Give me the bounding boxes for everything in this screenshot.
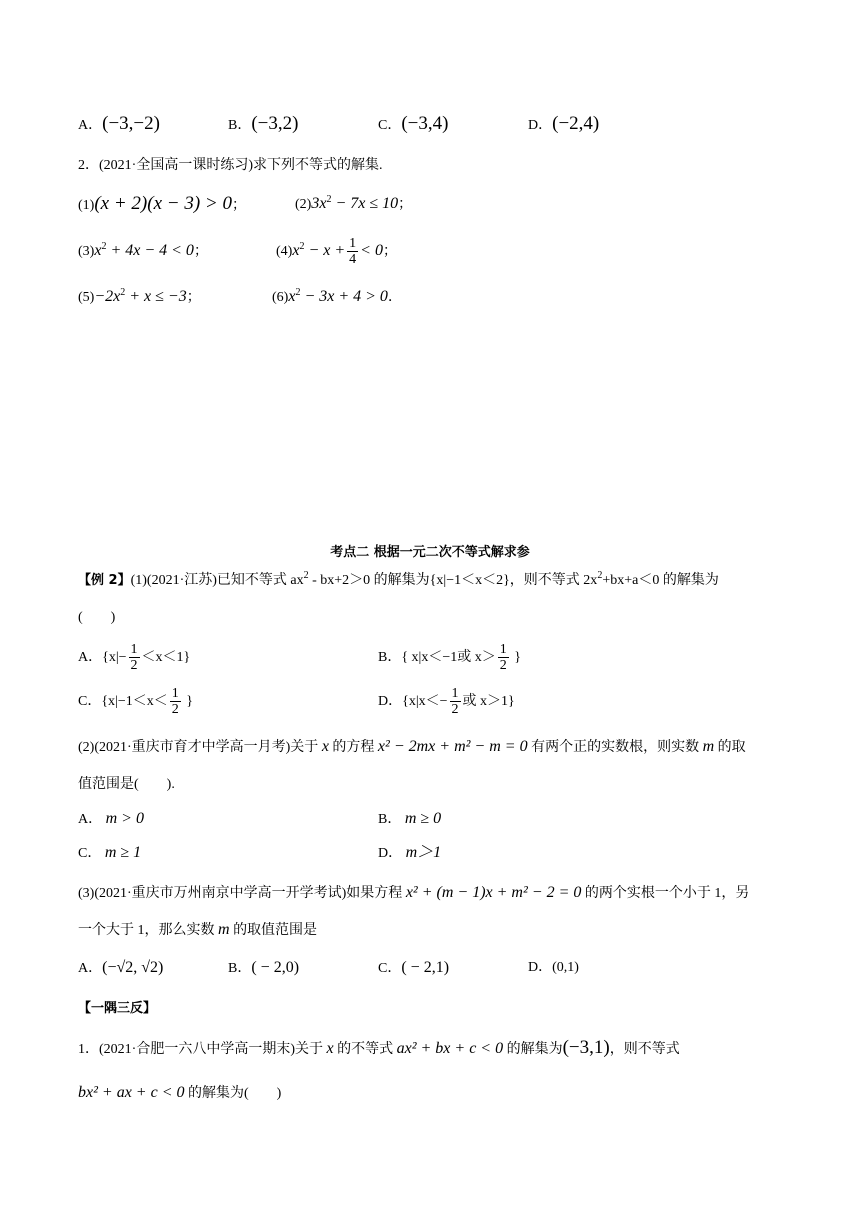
ex2-part-2-line-1: (2)(2021·重庆市育才中学高一月考)关于 x 的方程 x² − 2mx + m² − m = 0 有两个正的实数根，则实数 m 的取	[78, 738, 746, 755]
option-d[interactable]: D．(−2,4)	[528, 113, 600, 134]
ex2-p3-option-c[interactable]: C．( − 2,1)	[378, 959, 450, 976]
ex2-p3-option-b[interactable]: B．( − 2,0)	[228, 959, 300, 976]
ex2-p2-option-a[interactable]: A． m > 0	[78, 810, 144, 827]
q2-part-1: (1)(x + 2)(x − 3) > 0；	[78, 193, 246, 214]
q2-part-2: $(2)3x^2 - 7x \le 10$；	[295, 194, 413, 212]
practice-q1-line-1: 1．(2021·合肥一六八中学高一期末)关于 x 的不等式 ax² + bx + c < 0 的解集为(−3,1)，则不等式	[78, 1037, 680, 1058]
example-2-line-1: 【例 2】(1)(2021·江苏)已知不等式 $ax^2 - bx+2>0$ 的解集为{x|−1＜x＜2}，则不等式 $2x^2+bx+a<0$ 的解集为	[78, 570, 719, 588]
option-a[interactable]: A．(−3,−2)	[78, 113, 160, 134]
ex2-p3-option-d[interactable]: D．(0,1)	[528, 960, 579, 975]
example-2-paren: ( )	[78, 610, 116, 625]
option-b[interactable]: B．(−3,2)	[228, 113, 299, 134]
ex2-part-2-line-2: 值范围是( ).	[78, 777, 175, 792]
ex2-p2-option-b[interactable]: B． m ≥ 0	[378, 810, 442, 827]
practice-heading: 【一隅三反】	[78, 1001, 157, 1016]
ex2-option-c[interactable]: C．{x|−1＜x＜ $\frac{1}{2}$ }	[78, 686, 193, 718]
question-2-stem: 2．(2021·全国高一课时练习)求下列不等式的解集.	[78, 158, 383, 173]
option-c[interactable]: C．(−3,4)	[378, 113, 449, 134]
q2-part-5: $(5)-2x^2 + x \le -3$；	[78, 287, 201, 305]
q2-part-6: $(6)x^2 - 3x + 4 > 0$．	[272, 287, 402, 305]
ex2-part-3-line-2: 一个大于 1，那么实数 m 的取值范围是	[78, 921, 318, 938]
ex2-option-b[interactable]: B．{ x|x＜−1或 x＞ $\frac{1}{2}$ }	[378, 642, 521, 674]
ex2-option-d[interactable]: D．{x|x＜− $\frac{1}{2}$ 或 x＞1}	[378, 686, 515, 718]
practice-q1-line-2: bx² + ax + c < 0 的解集为( )	[78, 1084, 282, 1101]
ex2-p3-option-a[interactable]: A．(−√2, √2)	[78, 959, 164, 976]
ex2-p2-option-d[interactable]: D． m＞1	[378, 844, 442, 861]
section-title: 考点二 根据一元二次不等式解求参	[330, 545, 530, 560]
q2-part-4: $(4)x^2 - x$ + $\frac{1}{4}$ < 0；	[276, 236, 397, 268]
ex2-part-3-line-1: (3)(2021·重庆市万州南京中学高一开学考试)如果方程 x² + (m − 1)x + m² − 2 = 0 的两个实根一个小于 1，另	[78, 884, 750, 901]
ex2-p2-option-c[interactable]: C． m ≥ 1	[78, 844, 142, 861]
ex2-option-a[interactable]: A．{x|− $\frac{1}{2}$ ＜x＜1}	[78, 642, 191, 674]
q2-part-3: $(3)x^2 + 4x - 4 < 0$；	[78, 241, 208, 259]
